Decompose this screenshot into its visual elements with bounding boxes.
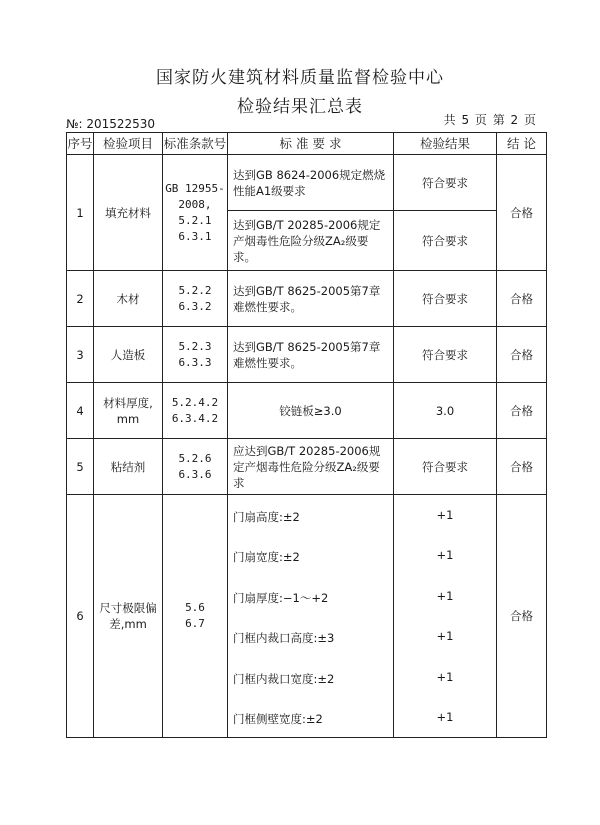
row-4-conclusion: 合格 <box>510 403 533 418</box>
row-6-requirement-4: 门框内裁口高度:±3 <box>233 631 335 645</box>
row-6-result-2: +1 <box>436 548 454 562</box>
row-6-requirement-2: 门扇宽度:±2 <box>233 550 300 564</box>
row-4-result: 3.0 <box>435 403 455 418</box>
results-table <box>66 132 547 738</box>
org-title: 国家防火建筑材料质量监督检验中心 <box>156 68 444 88</box>
row-5-no: 5 <box>76 459 84 474</box>
row-3-conclusion: 合格 <box>510 347 533 362</box>
row-1-result-a: 符合要求 <box>422 175 468 190</box>
row-3-requirement: 达到GB/T 8625-2005第7章难燃性要求。 <box>233 339 381 370</box>
row-4-no: 4 <box>76 403 84 418</box>
row-1-no: 1 <box>76 205 84 220</box>
row-5-clause: 5.2.6 6.3.6 <box>178 451 212 481</box>
row-6-result-1: +1 <box>436 508 454 522</box>
row-6-result-3: +1 <box>436 589 454 603</box>
row-6-result-4: +1 <box>436 629 454 643</box>
document-number: №: 201522530 <box>66 117 156 131</box>
row-2-no: 2 <box>76 291 84 306</box>
row-1-requirement-a: 达到GB 8624-2006规定燃烧性能A1级要求 <box>233 167 386 198</box>
row-6-no: 6 <box>76 609 84 623</box>
row-2-requirement: 达到GB/T 8625-2005第7章难燃性要求。 <box>233 283 381 314</box>
row-6-requirement-6: 门框侧壁宽度:±2 <box>233 712 323 726</box>
row-1-result-b: 符合要求 <box>422 233 468 248</box>
row-3-item: 人造板 <box>110 347 146 362</box>
row-2-conclusion: 合格 <box>510 291 533 306</box>
row-1-item: 填充材料 <box>105 205 151 220</box>
row-1-requirement-b: 达到GB/T 20285-2006规定产烟毒性危险分级ZA₂级要求。 <box>233 217 381 264</box>
col-header-result: 检验结果 <box>419 135 470 151</box>
col-header-item: 检验项目 <box>102 135 153 151</box>
row-3-no: 3 <box>76 347 84 362</box>
row-6-requirement-1: 门扇高度:±2 <box>233 510 300 524</box>
row-2-clause: 5.2.2 6.3.2 <box>178 283 212 313</box>
row-5-requirement: 应达到GB/T 20285-2006规定产烟毒性危险分级ZA₂级要求 <box>233 443 381 490</box>
row-6-result-5: +1 <box>436 670 454 684</box>
row-6-requirement-5: 门框内裁口宽度:±2 <box>233 672 335 686</box>
row-3-result: 符合要求 <box>422 347 468 362</box>
row-1-clause: GB 12955- 2008, 5.2.1 6.3.1 <box>165 181 225 243</box>
page-title: 检验结果汇总表 <box>237 97 363 117</box>
col-header-clause: 标准条款号 <box>163 135 227 151</box>
row-5-conclusion: 合格 <box>510 459 533 474</box>
row-4-clause: 5.2.4.2 6.3.4.2 <box>171 395 219 425</box>
col-header-requirement: 标 准 要 求 <box>279 135 342 151</box>
row-5-result: 符合要求 <box>422 459 468 474</box>
row-4-item: 材料厚度, mm <box>103 395 153 426</box>
row-4-requirement: 铰链板≥3.0 <box>279 403 342 418</box>
row-6-conclusion: 合格 <box>510 609 533 623</box>
col-header-no: 序号 <box>67 135 93 151</box>
page-info: 共 5 页 第 2 页 <box>443 113 537 127</box>
row-6-item: 尺寸极限偏 差,mm <box>99 601 157 631</box>
row-6-clause: 5.6 6.7 <box>185 601 205 630</box>
row-1-conclusion: 合格 <box>510 205 533 220</box>
row-3-clause: 5.2.3 6.3.3 <box>178 339 212 369</box>
row-5-item: 粘结剂 <box>110 459 146 474</box>
col-header-conclusion: 结 论 <box>507 135 536 151</box>
row-6-result-6: +1 <box>436 710 454 724</box>
row-2-item: 木材 <box>116 291 140 306</box>
row-2-result: 符合要求 <box>422 291 468 306</box>
row-6-requirement-3: 门扇厚度:−1～+2 <box>233 591 329 605</box>
